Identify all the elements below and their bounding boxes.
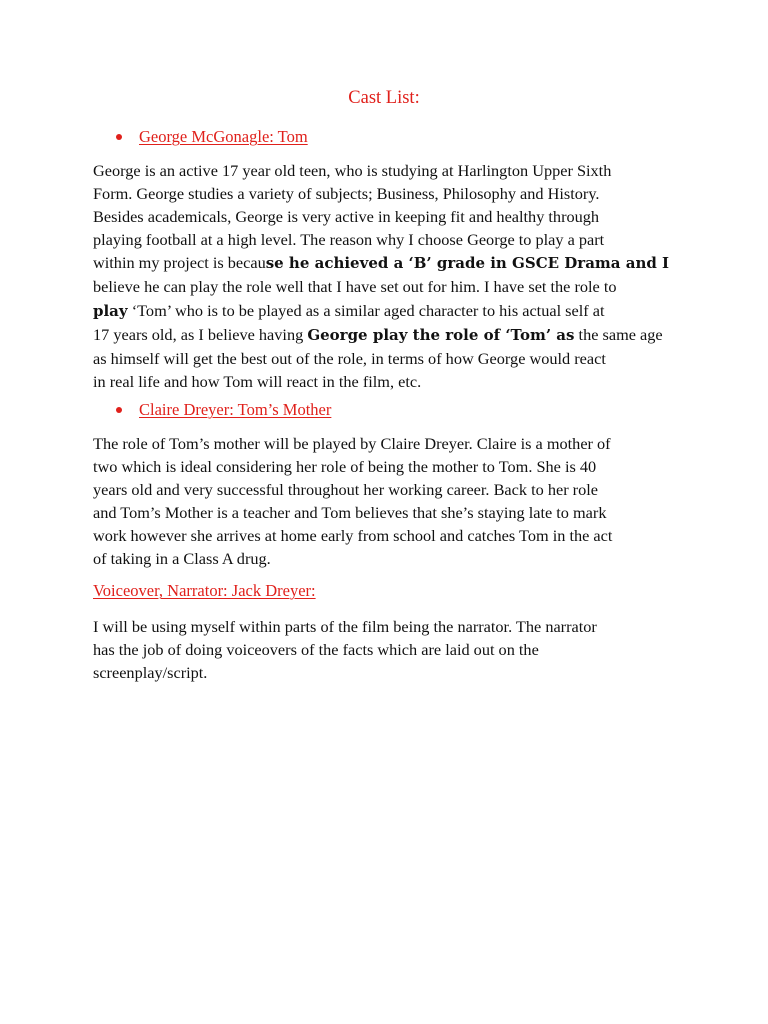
paragraph-narrator bbox=[93, 615, 683, 684]
paragraph-line: work however she arrives at home early from school and catches Tom in the act bbox=[93, 526, 613, 546]
paragraph-line: The role of Tom’s mother will be played by Claire Dreyer. Claire is a mother of bbox=[93, 434, 611, 453]
section-heading-text: George McGonagle: Tom bbox=[139, 127, 308, 146]
paragraph-line: Besides academicals, George is very active in keeping fit and healthy through bbox=[93, 207, 600, 227]
paragraph-line: two which is ideal considering her role of being the mother to Tom. She is 40 bbox=[93, 457, 597, 477]
paragraph-line: playing football at a high level. The reason why I choose George to play a part bbox=[93, 230, 605, 250]
bold-text: play bbox=[93, 301, 128, 320]
bold-text: se he achieved a ‘B’ grade in GSCE Drama and I bbox=[265, 254, 670, 273]
page-title: Cast List: bbox=[348, 88, 420, 108]
paragraph-claire bbox=[93, 432, 683, 571]
paragraph-line: I will be using myself within parts of the film being the narrator. The narrator bbox=[93, 617, 597, 636]
paragraph-line: years old and very successful throughout her working career. Back to her role bbox=[93, 480, 598, 500]
paragraph-line: 17 years old, as I believe having George play the role of ‘Tom’ as the same age bbox=[93, 324, 663, 344]
bullet-icon bbox=[116, 134, 122, 140]
paragraph-line: George is an active 17 year old teen, who is studying at Harlington Upper Sixth bbox=[93, 161, 612, 180]
paragraph-line: of taking in a Class A drug. bbox=[93, 549, 271, 569]
paragraph-line: and Tom’s Mother is a teacher and Tom believes that she’s staying late to mark bbox=[93, 503, 607, 523]
paragraph-line: screenplay/script. bbox=[93, 663, 208, 683]
paragraph-line: in real life and how Tom will react in the film, etc. bbox=[93, 371, 422, 391]
paragraph-line: as himself will get the best out of the role, in terms of how George would react bbox=[93, 348, 606, 368]
paragraph-line: play ‘Tom’ who is to be played as a similar aged character to his actual self at bbox=[93, 300, 605, 320]
section-heading-text: Claire Dreyer: Tom’s Mother bbox=[139, 400, 332, 419]
bullet-icon bbox=[116, 407, 122, 413]
section-heading-narrator: Voiceover, Narrator: Jack Dreyer: bbox=[93, 581, 316, 600]
paragraph-george bbox=[93, 159, 683, 393]
paragraph-line: has the job of doing voiceovers of the facts which are laid out on the bbox=[93, 640, 539, 660]
bold-text: George play the role of ‘Tom’ as bbox=[307, 325, 575, 344]
paragraph-line: within my project is because he achieved a ‘B’ grade in GSCE Drama and I bbox=[93, 253, 670, 273]
paragraph-line: Form. George studies a variety of subjects; Business, Philosophy and History. bbox=[93, 184, 600, 204]
paragraph-line: believe he can play the role well that I have set out for him. I have set the role to bbox=[93, 277, 617, 297]
